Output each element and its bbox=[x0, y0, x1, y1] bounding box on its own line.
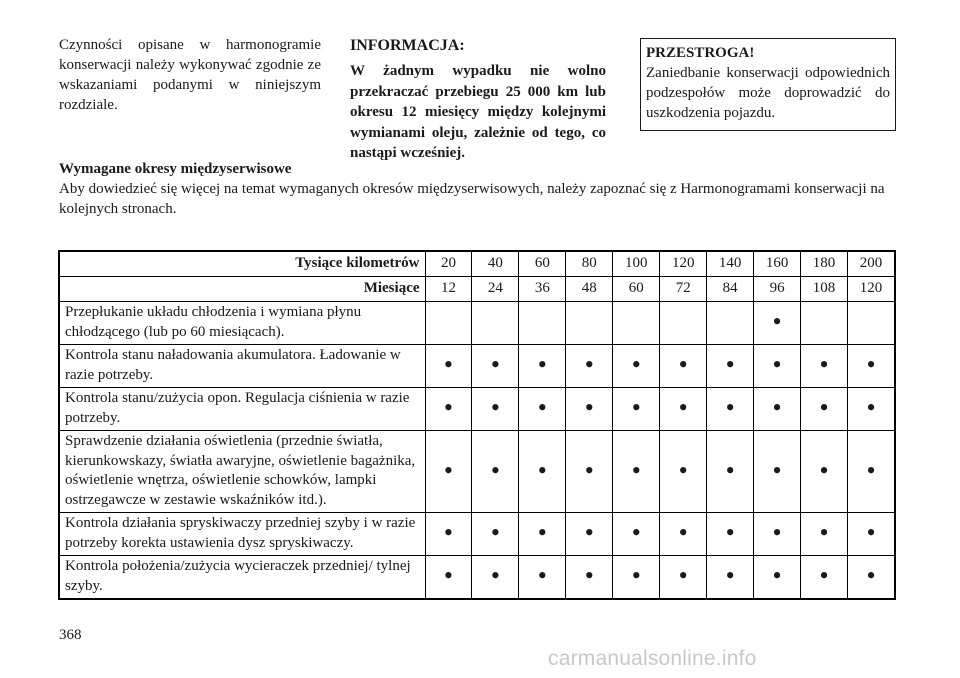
schedule-cell bbox=[519, 556, 566, 600]
service-mark: • bbox=[725, 455, 735, 485]
info-title: INFORMACJA: bbox=[350, 37, 465, 54]
schedule-cell bbox=[425, 345, 472, 388]
service-mark: • bbox=[584, 561, 594, 590]
service-mark: • bbox=[819, 393, 829, 422]
schedule-cell bbox=[754, 513, 801, 556]
task-description: Kontrola stanu naładowania akumulatora. Ładowanie w razie potrzeby. bbox=[59, 345, 425, 388]
service-mark: • bbox=[631, 561, 641, 590]
schedule-cell bbox=[801, 302, 848, 345]
schedule-cell bbox=[660, 556, 707, 600]
km-header-cell: 120 bbox=[660, 251, 707, 277]
schedule-cell bbox=[425, 431, 472, 513]
schedule-cell bbox=[613, 513, 660, 556]
table-row bbox=[59, 345, 895, 388]
schedule-cell bbox=[566, 431, 613, 513]
service-mark: • bbox=[490, 455, 500, 485]
schedule-cell bbox=[707, 513, 754, 556]
service-mark: • bbox=[772, 561, 782, 590]
schedule-cell bbox=[848, 345, 895, 388]
service-mark: • bbox=[772, 393, 782, 422]
schedule-cell bbox=[566, 388, 613, 431]
km-header-cell: 80 bbox=[566, 251, 613, 277]
service-mark: • bbox=[866, 561, 876, 590]
km-header-cell: 20 bbox=[425, 251, 472, 277]
schedule-cell bbox=[660, 345, 707, 388]
months-header-cell: 36 bbox=[519, 277, 566, 302]
months-header-cell: 24 bbox=[472, 277, 519, 302]
schedule-cell bbox=[801, 431, 848, 513]
warning-title: PRZESTROGA! bbox=[646, 45, 755, 61]
schedule-cell bbox=[754, 431, 801, 513]
table-row bbox=[59, 556, 895, 600]
schedule-cell bbox=[660, 431, 707, 513]
schedule-cell bbox=[707, 345, 754, 388]
service-mark: • bbox=[490, 350, 500, 379]
schedule-cell bbox=[613, 431, 660, 513]
service-mark: • bbox=[537, 518, 547, 547]
schedule-cell bbox=[848, 556, 895, 600]
service-mark: • bbox=[819, 561, 829, 590]
service-mark: • bbox=[772, 307, 782, 336]
service-mark: • bbox=[678, 561, 688, 590]
schedule-cell bbox=[566, 302, 613, 345]
service-mark: • bbox=[443, 455, 454, 485]
km-header-cell: 60 bbox=[519, 251, 566, 277]
service-mark: • bbox=[678, 393, 688, 422]
intro-paragraph: Czynności opisane w harmonogramie konserwacji należy wykonywać zgodnie ze wskazaniami podanymi w niniejszym rozdziale. bbox=[59, 37, 321, 113]
schedule-cell bbox=[472, 302, 519, 345]
service-mark: • bbox=[443, 518, 454, 547]
schedule-cell bbox=[660, 513, 707, 556]
months-header-cell: 108 bbox=[801, 277, 848, 302]
schedule-cell bbox=[425, 513, 472, 556]
service-mark: • bbox=[631, 393, 641, 422]
schedule-cell bbox=[472, 345, 519, 388]
schedule-cell bbox=[801, 388, 848, 431]
service-mark: • bbox=[443, 393, 454, 422]
warning-box bbox=[640, 38, 896, 131]
km-header-cell: 40 bbox=[472, 251, 519, 277]
km-header-cell: 180 bbox=[801, 251, 848, 277]
service-mark: • bbox=[678, 350, 688, 379]
schedule-cell bbox=[566, 513, 613, 556]
schedule-cell bbox=[566, 345, 613, 388]
schedule-cell bbox=[801, 513, 848, 556]
service-mark: • bbox=[678, 518, 688, 547]
schedule-cell bbox=[754, 388, 801, 431]
km-header-cell: 100 bbox=[613, 251, 660, 277]
km-header-cell: 140 bbox=[707, 251, 754, 277]
months-header-cell: 120 bbox=[848, 277, 895, 302]
service-mark: • bbox=[631, 455, 641, 485]
schedule-cell bbox=[660, 388, 707, 431]
page-number: 368 bbox=[59, 627, 82, 643]
service-mark: • bbox=[443, 350, 454, 379]
months-header-cell: 84 bbox=[707, 277, 754, 302]
service-mark: • bbox=[537, 561, 547, 590]
service-mark: • bbox=[490, 393, 500, 422]
service-mark: • bbox=[631, 350, 641, 379]
schedule-cell bbox=[707, 431, 754, 513]
schedule-cell bbox=[613, 345, 660, 388]
service-mark: • bbox=[537, 393, 547, 422]
service-mark: • bbox=[537, 455, 547, 485]
schedule-cell bbox=[848, 513, 895, 556]
info-note bbox=[350, 35, 606, 164]
service-mark: • bbox=[772, 350, 782, 379]
schedule-cell bbox=[425, 556, 472, 600]
service-mark: • bbox=[772, 518, 782, 547]
service-mark: • bbox=[725, 393, 735, 422]
months-header-cell: 72 bbox=[660, 277, 707, 302]
schedule-cell bbox=[801, 556, 848, 600]
schedule-cell bbox=[519, 345, 566, 388]
task-description: Sprawdzenie działania oświetlenia (przednie światła, kierunkowskazy, światła awaryjne, oświetlenie bagażnika, oświetlenie wnętrza, oświetlenie schowków, lampki ostrzegawcze w zestawie wskaźników itd.). bbox=[59, 431, 425, 513]
months-header-cell: 60 bbox=[613, 277, 660, 302]
schedule-cell bbox=[848, 388, 895, 431]
task-description: Przepłukanie układu chłodzenia i wymiana płynu chłodzącego (lub po 60 miesiącach). bbox=[59, 302, 425, 345]
service-mark: • bbox=[866, 350, 876, 379]
schedule-cell bbox=[425, 302, 472, 345]
schedule-cell bbox=[425, 388, 472, 431]
schedule-cell bbox=[613, 556, 660, 600]
info-text: W żadnym wypadku nie wolno przekraczać przebiegu 25 000 km lub okresu 12 miesięcy między kolejnymi wymianami oleju, zależnie od tego, co nastąpi wcześniej. bbox=[350, 63, 606, 161]
schedule-cell bbox=[707, 388, 754, 431]
km-header-cell: 160 bbox=[754, 251, 801, 277]
task-description: Kontrola położenia/zużycia wycieraczek przedniej/ tylnej szyby. bbox=[59, 556, 425, 600]
service-mark: • bbox=[490, 518, 500, 547]
schedule-cell bbox=[801, 345, 848, 388]
schedule-cell bbox=[519, 513, 566, 556]
km-header-label: Tysiące kilometrów bbox=[59, 251, 425, 277]
months-header-cell: 12 bbox=[425, 277, 472, 302]
service-mark: • bbox=[678, 455, 688, 485]
service-mark: • bbox=[725, 350, 735, 379]
schedule-cell bbox=[707, 302, 754, 345]
service-mark: • bbox=[584, 455, 594, 485]
schedule-cell bbox=[660, 302, 707, 345]
watermark: carmanualsonline.info bbox=[548, 647, 757, 670]
required-intervals-section bbox=[59, 159, 899, 219]
service-mark: • bbox=[819, 350, 829, 379]
months-header-row bbox=[59, 277, 895, 302]
table-row bbox=[59, 388, 895, 431]
service-mark: • bbox=[819, 518, 829, 547]
schedule-cell bbox=[848, 302, 895, 345]
service-mark: • bbox=[584, 350, 594, 379]
schedule-cell bbox=[754, 556, 801, 600]
table-row bbox=[59, 302, 895, 345]
required-intervals-text: Aby dowiedzieć się więcej na temat wymaganych okresów międzyserwisowych, należy zapoznać się z Harmonogramami konserwacji na kolejnych stronach. bbox=[59, 181, 885, 217]
task-description: Kontrola stanu/zużycia opon. Regulacja ciśnienia w razie potrzeby. bbox=[59, 388, 425, 431]
schedule-cell bbox=[754, 302, 801, 345]
schedule-cell bbox=[566, 556, 613, 600]
schedule-cell bbox=[519, 302, 566, 345]
schedule-cell bbox=[519, 431, 566, 513]
service-mark: • bbox=[537, 350, 547, 379]
months-header-cell: 48 bbox=[566, 277, 613, 302]
schedule-cell bbox=[472, 431, 519, 513]
schedule-cell bbox=[519, 388, 566, 431]
service-mark: • bbox=[725, 561, 735, 590]
schedule-cell bbox=[472, 556, 519, 600]
table-row bbox=[59, 513, 895, 556]
schedule-cell bbox=[707, 556, 754, 600]
service-mark: • bbox=[866, 455, 876, 485]
schedule-cell bbox=[613, 388, 660, 431]
service-mark: • bbox=[725, 518, 735, 547]
service-mark: • bbox=[584, 518, 594, 547]
service-mark: • bbox=[866, 518, 876, 547]
months-header-cell: 96 bbox=[754, 277, 801, 302]
required-intervals-title: Wymagane okresy międzyserwisowe bbox=[59, 161, 292, 177]
service-mark: • bbox=[866, 393, 876, 422]
service-mark: • bbox=[772, 455, 782, 485]
schedule-cell bbox=[754, 345, 801, 388]
table-row bbox=[59, 431, 895, 513]
service-mark: • bbox=[443, 561, 454, 590]
service-mark: • bbox=[584, 393, 594, 422]
km-header-row bbox=[59, 251, 895, 277]
service-mark: • bbox=[631, 518, 641, 547]
km-header-cell: 200 bbox=[848, 251, 895, 277]
schedule-cell bbox=[472, 388, 519, 431]
task-description: Kontrola działania spryskiwaczy przedniej szyby i w razie potrzeby korekta ustawienia dysz spryskiwaczy. bbox=[59, 513, 425, 556]
maintenance-schedule-table bbox=[58, 250, 896, 600]
months-header-label: Miesiące bbox=[59, 277, 425, 302]
service-mark: • bbox=[490, 561, 500, 590]
schedule-cell bbox=[472, 513, 519, 556]
warning-text: Zaniedbanie konserwacji odpowiednich podzespołów może doprowadzić do uszkodzenia pojazdu. bbox=[646, 65, 890, 121]
schedule-cell bbox=[848, 431, 895, 513]
schedule-cell bbox=[613, 302, 660, 345]
service-mark: • bbox=[819, 455, 829, 485]
